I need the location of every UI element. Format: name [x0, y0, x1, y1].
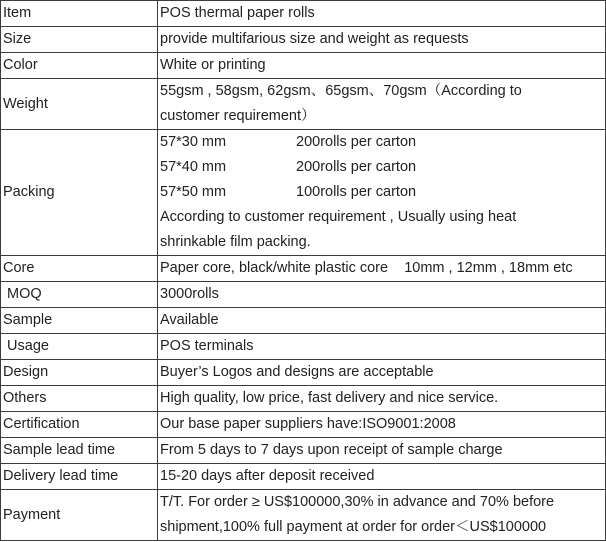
table-row — [1, 256, 606, 282]
row-value-others: High quality, low price, fast delivery and nice service. — [158, 386, 606, 412]
row-value-item: POS thermal paper rolls — [158, 1, 606, 27]
packing-line — [160, 155, 605, 180]
table-row — [1, 282, 606, 308]
table-row — [1, 464, 606, 490]
row-value-size: provide multifarious size and weight as requests — [158, 27, 606, 53]
row-label-usage: Usage — [1, 334, 158, 360]
row-value-design: Buyer’s Logos and designs are acceptable — [158, 360, 606, 386]
packing-size: 57*40 mm — [160, 159, 227, 175]
row-value-core: Paper core, black/white plastic core 10mm , 12mm , 18mm etc — [158, 256, 606, 282]
packing-line — [160, 180, 605, 205]
table-row — [1, 412, 606, 438]
table-row — [1, 27, 606, 53]
row-value-delivery-lead-time: 15-20 days after deposit received — [158, 464, 606, 490]
payment-line: T/T. For order ≥ US$100000,30% in advance and 70% before — [160, 494, 555, 510]
row-label-certification: Certification — [1, 412, 158, 438]
row-label-color: Color — [1, 53, 158, 79]
row-value-certification: Our base paper suppliers have:ISO9001:2008 — [158, 412, 606, 438]
row-value-weight — [158, 79, 606, 130]
table-row — [1, 130, 606, 256]
payment-line: shipment,100% full payment at order for order＜US$100000 — [160, 519, 547, 535]
packing-line — [160, 130, 605, 155]
weight-line: customer requirement） — [160, 108, 316, 124]
row-value-sample-lead-time: From 5 days to 7 days upon receipt of sample charge — [158, 438, 606, 464]
packing-qty: 200rolls per carton — [296, 159, 417, 175]
row-label-sample: Sample — [1, 308, 158, 334]
table-row — [1, 386, 606, 412]
table-row — [1, 438, 606, 464]
packing-size: 57*30 mm — [160, 134, 227, 150]
packing-qty: 100rolls per carton — [296, 184, 417, 200]
table-row — [1, 360, 606, 386]
table-row — [1, 53, 606, 79]
packing-note-line: According to customer requirement , Usually using heat — [160, 209, 517, 225]
row-value-payment — [158, 490, 606, 541]
row-label-size: Size — [1, 27, 158, 53]
row-label-core: Core — [1, 256, 158, 282]
table-row — [1, 79, 606, 130]
row-value-packing — [158, 130, 606, 256]
table-row — [1, 334, 606, 360]
row-value-usage: POS terminals — [158, 334, 606, 360]
row-value-color: White or printing — [158, 53, 606, 79]
weight-line: 55gsm , 58gsm, 62gsm、65gsm、70gsm（According to — [160, 83, 522, 99]
row-value-moq: 3000rolls — [158, 282, 606, 308]
packing-qty: 200rolls per carton — [296, 134, 417, 150]
row-label-moq: MOQ — [1, 282, 158, 308]
row-label-sample-lead-time: Sample lead time — [1, 438, 158, 464]
table-row — [1, 490, 606, 541]
packing-note-line: shrinkable film packing. — [160, 234, 311, 250]
row-value-sample: Available — [158, 308, 606, 334]
packing-size: 57*50 mm — [160, 184, 227, 200]
table-row — [1, 1, 606, 27]
row-label-payment: Payment — [1, 490, 158, 541]
row-label-weight: Weight — [1, 79, 158, 130]
table-row — [1, 308, 606, 334]
row-label-design: Design — [1, 360, 158, 386]
row-label-packing: Packing — [1, 130, 158, 256]
row-label-item: Item — [1, 1, 158, 27]
row-label-delivery-lead-time: Delivery lead time — [1, 464, 158, 490]
row-label-others: Others — [1, 386, 158, 412]
